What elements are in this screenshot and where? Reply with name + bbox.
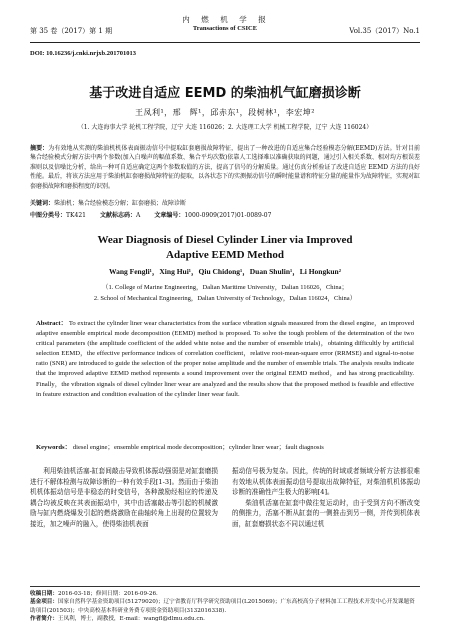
chinese-authors: 王凤利¹，邢 辉¹，邱赤东¹，段树林¹，李宏坤² [134, 108, 316, 117]
chinese-abstract-text: 为有效地从实测的柴油机机体表面振动信号中提取缸套磨损故障特征，提出了一种改进的自适应集合经验模态分解(EEMD)方法。针对目前集合经验模式分解方法中两个参数(加入白噪声的幅值系数、集合平均次数)依靠人工选择难以准确获取的问题，通过引入相关系数、相对均方根误差准则以及信噪比分析，给出一种可自适应确定这两个参数取值的方法，提高了信号的分解质量。通过仿真分析验证了改进自适应 EEMD 方法的良好性能。最后，将该方法应用于柴油机缸套磨损故障特征的提取，以各状态下的实测振动信号的瞬时能量谱和特征分量的能量作为故障特征，实现对缸套磨损故障和磨损程度的识别。 [30, 145, 421, 190]
chinese-keywords [30, 199, 420, 208]
author-bio-label: 作者简介： [30, 615, 58, 622]
header-volume-en: Vol.35（2017）No.1 [349, 27, 420, 35]
classification-line [30, 210, 271, 219]
doi[interactable]: DOI: 10.16236/j.cnki.nrjxb.201701013 [30, 50, 136, 57]
english-title-line2: Adaptive EEMD Method [166, 249, 284, 261]
body-column-left [30, 466, 218, 530]
received-text: 2016-03-18；修回日期：2016-09-26. [57, 591, 158, 597]
doccode-value: A [135, 212, 141, 219]
fund-label: 基金项目： [30, 599, 58, 606]
doccode-label: 文献标志码： [99, 212, 136, 219]
english-title [0, 233, 450, 263]
chinese-keywords-label: 关键词： [30, 200, 55, 207]
english-abstract [36, 319, 414, 400]
chinese-title: 基于改进自适应 EEMD 的柴油机气缸磨损诊断 [89, 86, 361, 101]
article-number-value: 1000-0909(2017)01-0089-07 [184, 212, 272, 219]
footnote [30, 586, 420, 623]
received-label: 收稿日期： [30, 591, 58, 597]
chinese-abstract [30, 144, 420, 191]
author-bio-text: 王凤利，博士，副教授，E-mail：wangfl@dlmu.edu.cn. [57, 615, 205, 622]
english-affiliation-2: 2. School of Mechanical Engineering，Dalian University of Technology，Dalian 116024，China） [93, 295, 357, 302]
header-volume-cn: 第 35 卷（2017）第 1 期 [30, 27, 113, 35]
english-keywords-text: diesel engine；ensemble empirical mode decomposition；cylinder liner wear；fault diagnosis [72, 444, 324, 451]
chinese-affiliation: （1. 大连海事大学 轮机工程学院，辽宁 大连 116026；2. 大连理工大学 机械工程学院，辽宁 大连 116024） [77, 124, 373, 131]
chinese-keywords-text: 柴油机；集合经验模态分解；缸套磨损；故障诊断 [54, 200, 187, 207]
header-journal-cn: 内 燃 机 学 报 [182, 15, 268, 24]
clc-value: TK421 [66, 212, 86, 219]
article-number-label: 文章编号： [154, 212, 185, 219]
english-keywords-label: Keywords： [36, 444, 72, 451]
english-title-line1: Wear Diagnosis of Diesel Cylinder Liner via Improved [97, 234, 353, 246]
fund-text: 国家自然科学基金资助项目(51279020)；辽宁省教育厅科学研究资助项目(L2015069)；广东高校高分子材料加工工程技术开发中心开发课题资助项目(201503)；中央高校基本科研业务费专项资金资助项目(3132016338). [30, 599, 415, 614]
english-abstract-label: Abstract： [36, 320, 68, 327]
english-affiliation-1: （1. College of Marine Engineering，Dalian Maritime University，Dalian 116026，China； [102, 284, 348, 291]
clc-label: 中图分类号： [30, 212, 67, 219]
body-paragraph: 柴油机活塞在缸套中做往复运动时，由于受到方向不断改变的侧推力，活塞不断从缸套的一侧推击到另一侧，并传到机体表面，缸套磨损状态不同以通过机 [232, 498, 420, 528]
body-columns [30, 466, 420, 530]
body-column-right [232, 466, 420, 530]
body-paragraph: 振动信号极为复杂。因此，传统的时域或者频域分析方法都很难有效地从机体表面振动信号提取出故障特征，对柴油机机体振动诊断的准确性产生极大的影响[4]。 [232, 467, 420, 497]
english-abstract-text: To extract the cylinder liner wear characteristics from the surface vibration signals measured from the diesel engine，an improved adaptive ensemble empirical mode decomposition (EEMD) method is proposed. To solve the tough problem of the determination of the two critical parameters (the amplitude coefficient of the added white noise and the number of ensemble trials)，obtaining difficultly by artificial selection EEMD，the effective performance indices of correlation coefficient，relative root-mean-square error (RRMSE) and signal-to-noise ratio (SNR) are introduced to guide the selection of the proper noise amplitude and the number of ensemble trials. The analysis results indicate that the improved adaptive EEMD method represents a sound improvement over the original EEMD method，and has strong practicability. Finally，the vibration signals of diesel cylinder liner wear are analyzed and the results show that the proposed method is feasible and effective in feature extraction and condition evaluation of the cylinder liner wear fault. [36, 320, 414, 398]
chinese-abstract-label: 摘要： [30, 145, 49, 152]
running-header [30, 8, 420, 43]
body-paragraph: 利用柴油机活塞-缸套间敲击导致机体振动强弱是对缸套磨损进行不解体检测与故障诊断的一种有效手段[1-3]。然而由于柴油机机体振动信号是非稳态的时变信号，各种激励经相应的传递及耦合均被反映在其表面振动中，其中由活塞敲击等引起的机械激励与缸内燃烧爆发引起的燃烧激励在曲轴转角上出现的位置较为接近，加之噪声的融入，使得柴油机表面 [30, 467, 218, 528]
english-keywords [36, 443, 414, 453]
header-journal-en: Transactions of CSICE [192, 25, 258, 32]
english-authors: Wang Fengli¹，Xing Hui¹，Qiu Chidong¹，Duan Shulin¹，Li Hongkun² [109, 267, 341, 276]
